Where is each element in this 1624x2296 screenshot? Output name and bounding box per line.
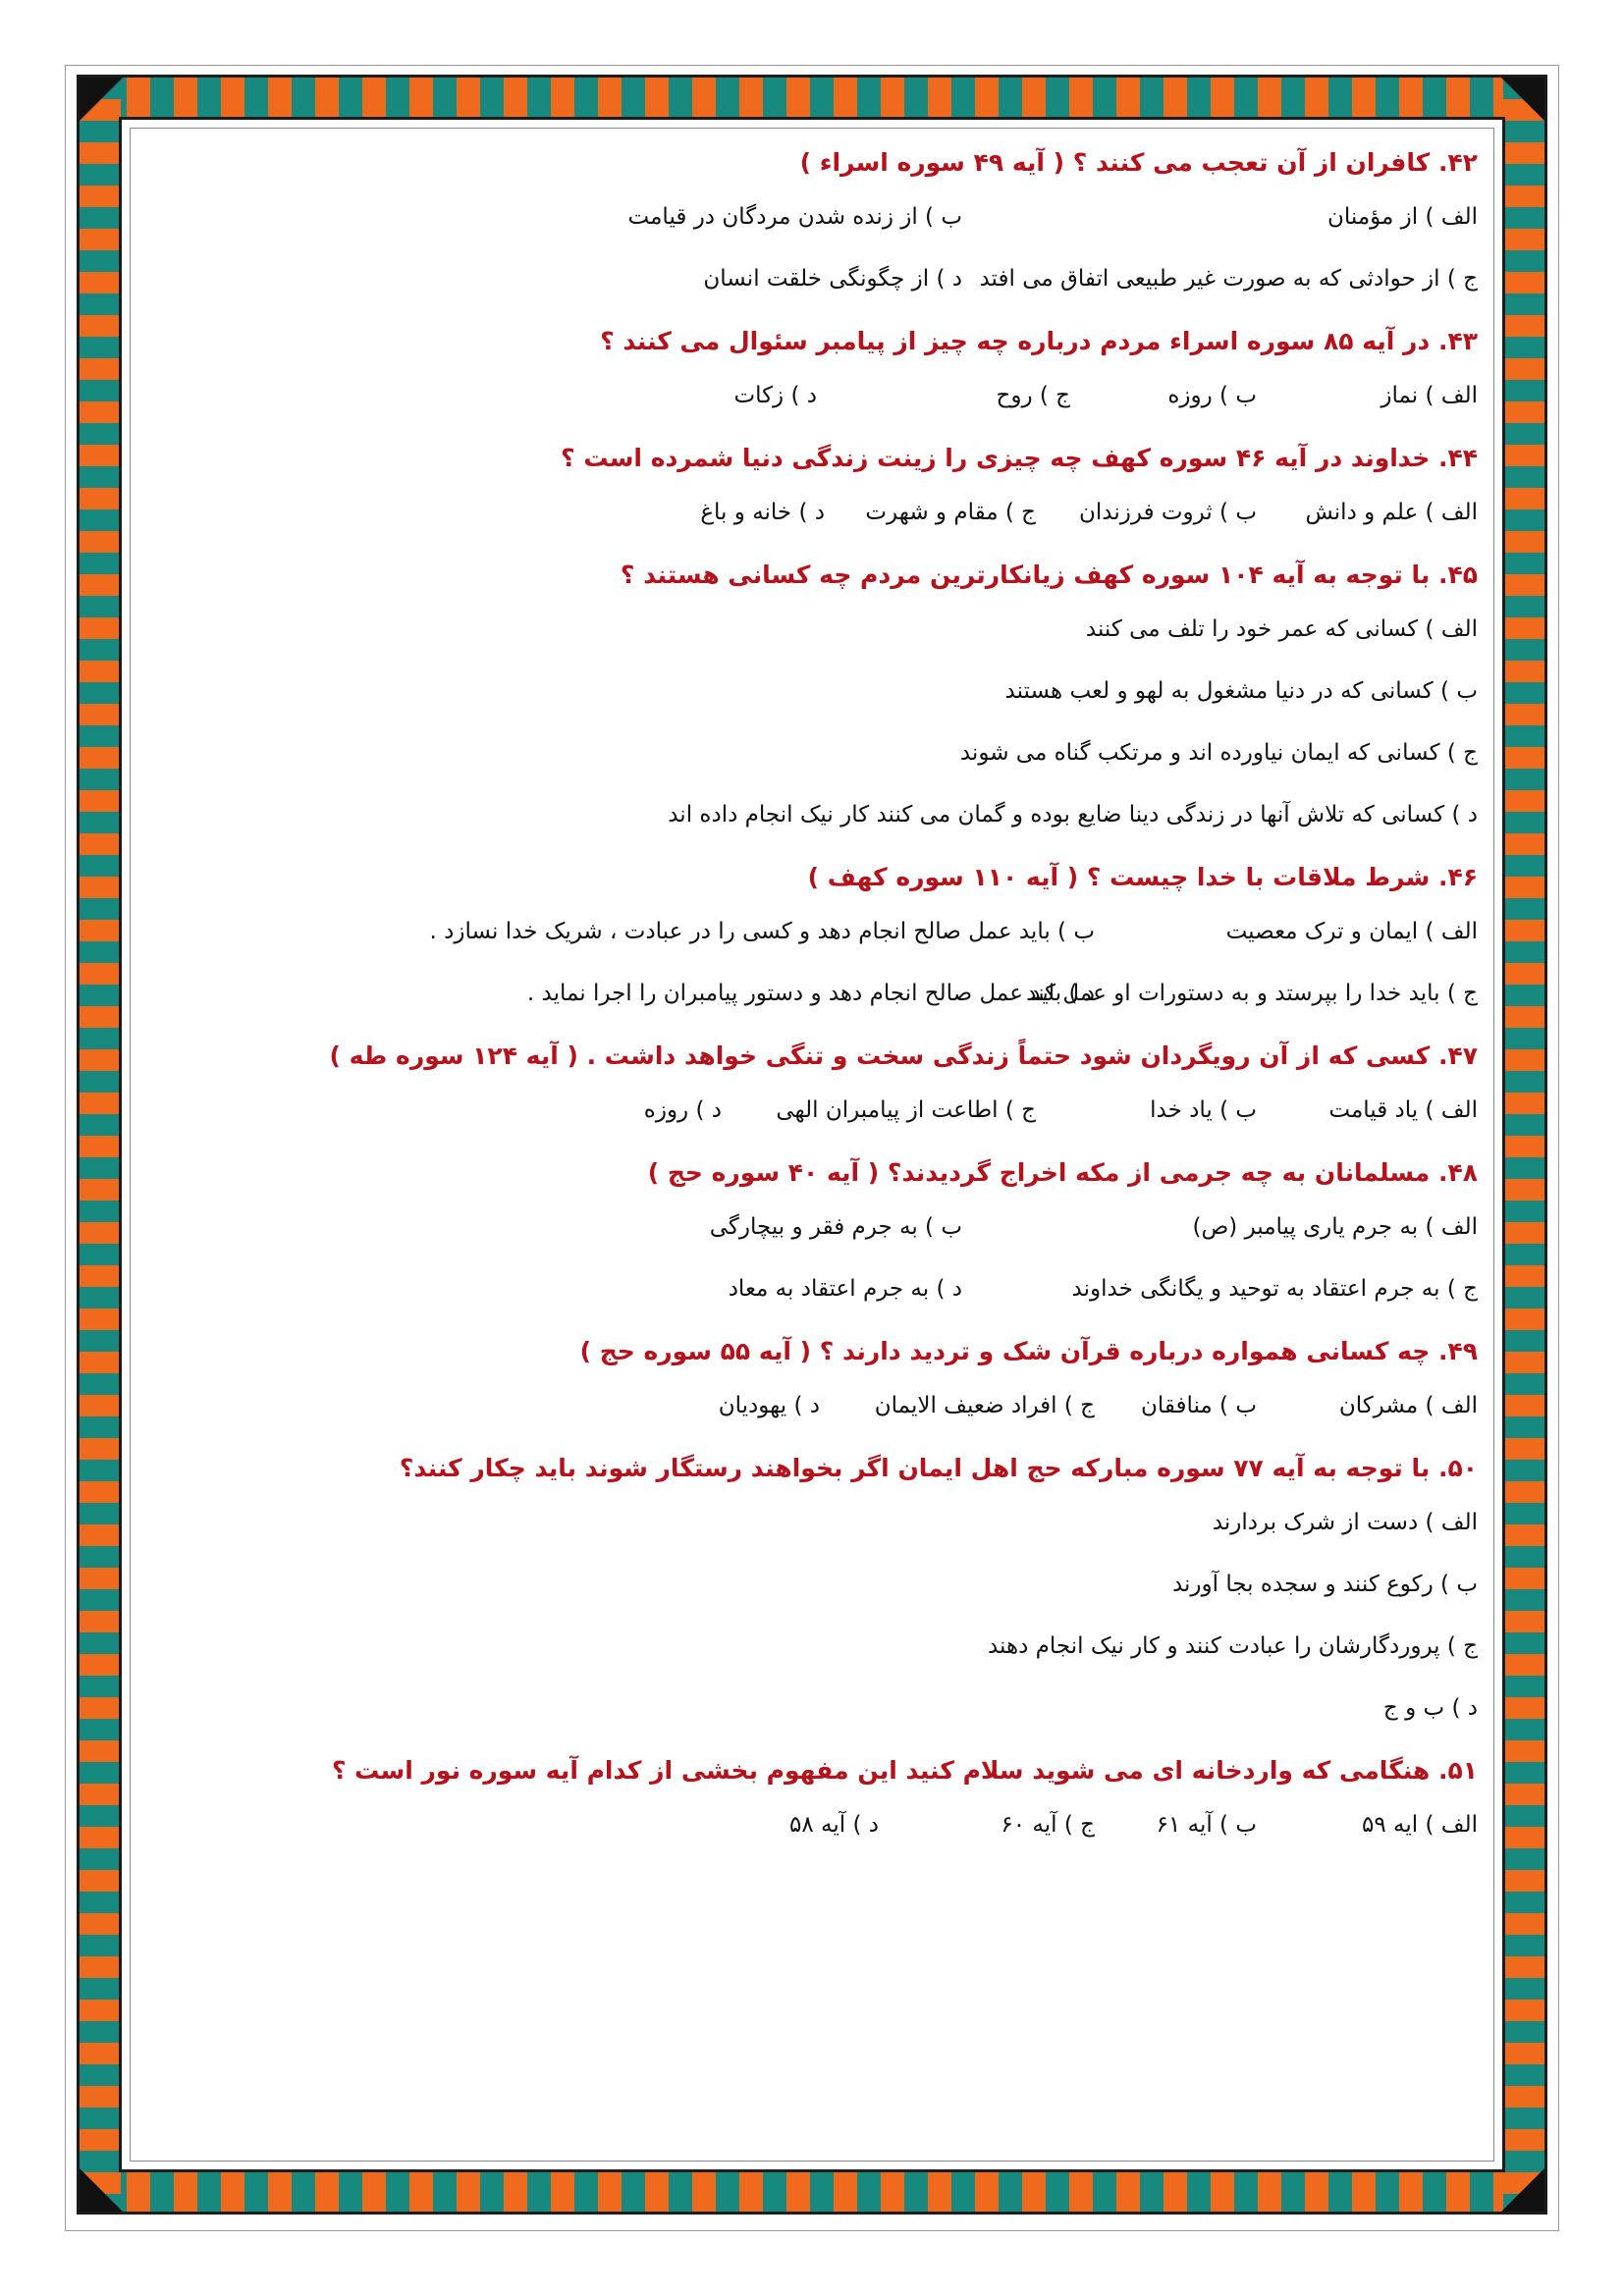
- answer-option: ج ) باید خدا را بپرستد و به دستورات او عمل کند: [1026, 981, 1478, 1006]
- answer-option: ج ) اطاعت از پیامبران الهی: [776, 1097, 1036, 1123]
- answer-option: ج ) روح: [996, 383, 1070, 408]
- question-title: ۴۶. شرط ملاقات با خدا چیست ؟ ( آیه ۱۱۰ سوره کهف ): [807, 863, 1478, 891]
- answer-row: [177, 1375, 1478, 1437]
- answer-row: [177, 1080, 1478, 1142]
- question-title: ۴۵. با توجه به آیه ۱۰۴ سوره کهف زیانکارترین مردم چه کسانی هستند ؟: [620, 561, 1478, 589]
- question-title: ۴۹. چه کسانی همواره درباره قرآن شک و تردید دارند ؟ ( آیه ۵۵ سوره حج ): [579, 1337, 1478, 1365]
- answer-row: [177, 901, 1478, 963]
- answer-option: الف ) به جرم یاری پیامبر (ص): [1192, 1214, 1478, 1240]
- answer-option: د ) یهودیان: [718, 1393, 820, 1418]
- answer-row: [177, 1258, 1478, 1320]
- answer-option: الف ) نماز: [1380, 383, 1478, 408]
- answer-option: د ) زکات: [733, 383, 817, 408]
- answer-option: ج ) افراد ضعیف الایمان: [874, 1393, 1095, 1418]
- answer-row: [177, 482, 1478, 544]
- answer-option: د ) روزه: [643, 1097, 722, 1123]
- answer-option: الف ) مشرکان: [1338, 1393, 1478, 1418]
- answer-option: د ) خانه و باغ: [700, 500, 825, 525]
- answer-option: ب ) به جرم فقر و بیچارگی: [709, 1214, 962, 1240]
- answer-option: ج ) به جرم اعتقاد به توحید و یگانگی خداوند: [1071, 1276, 1478, 1302]
- answer-option: الف ) یاد قیامت: [1328, 1097, 1478, 1123]
- border-left-strip: [80, 78, 121, 2212]
- question-title: ۴۴. خداوند در آیه ۴۶ سوره کهف چه چیزی را زینت زندگی دنیا شمرده است ؟: [561, 444, 1478, 472]
- answer-option: الف ) ایه ۵۹: [1362, 1812, 1478, 1838]
- question-list: [177, 147, 1478, 1856]
- answer-option: ج ) مقام و شهرت: [865, 500, 1036, 525]
- answer-option: الف ) کسانی که عمر خود را تلف می کنند: [1085, 616, 1478, 642]
- answer-option: ب ) باید عمل صالح انجام دهد و کسی را در عبادت ، شریک خدا نسازد .: [429, 919, 1095, 944]
- answer-option: د ) به جرم اعتقاد به معاد: [728, 1276, 962, 1302]
- border-right-strip: [1503, 78, 1544, 2212]
- question-title: ۴۷. کسی که از آن رویگردان شود حتماً زندگی سخت و تنگی خواهد داشت . ( آیه ۱۲۴ سوره طه ): [329, 1041, 1478, 1070]
- answer-option: د ) از چگونگی خلقت انسان: [703, 266, 962, 292]
- answer-row: [177, 1197, 1478, 1258]
- question-title: ۴۲. کافران از آن تعجب می کنند ؟ ( آیه ۴۹ سوره اسراء ): [799, 148, 1478, 177]
- answer-row: [177, 248, 1478, 310]
- answer-option: ج ) آیه ۶۰: [1001, 1812, 1095, 1838]
- answer-row: [177, 365, 1478, 427]
- question-title: ۴۳. در آیه ۸۵ سوره اسراء مردم درباره چه چیز از پیامبر سئوال می کنند ؟: [600, 327, 1478, 355]
- answer-row: [177, 1794, 1478, 1856]
- answer-option: ج ) از حوادثی که به صورت غیر طبیعی اتفاق می افتد: [979, 266, 1478, 292]
- answer-option: د ) آیه ۵۸: [789, 1812, 879, 1838]
- answer-row: [177, 963, 1478, 1025]
- answer-option: ب ) کسانی که در دنیا مشغول به لهو و لعب هستند: [1004, 678, 1478, 704]
- answer-option: ب ) رکوع کنند و سجده بجا آورند: [1171, 1572, 1478, 1597]
- answer-option: د ) باید عمل صالح انجام دهد و دستور پیامبران را اجرا نماید .: [526, 981, 1095, 1006]
- answer-option: ب ) منافقان: [1140, 1393, 1257, 1418]
- answer-option: د ) ب و ج: [1382, 1695, 1478, 1721]
- answer-option: ب ) آیه ۶۱: [1156, 1812, 1257, 1838]
- answer-option: ج ) کسانی که ایمان نیاورده اند و مرتکب گناه می شوند: [959, 740, 1478, 766]
- answer-option: ب ) از زنده شدن مردگان در قیامت: [627, 204, 962, 230]
- answer-option: ج ) پروردگارشان را عبادت کنند و کار نیک انجام دهند: [987, 1633, 1478, 1659]
- answer-option: ب ) یاد خدا: [1150, 1097, 1257, 1123]
- question-title: ۴۸. مسلمانان به چه جرمی از مکه اخراج گردیدند؟ ( آیه ۴۰ سوره حج ): [647, 1158, 1478, 1187]
- answer-row: [177, 187, 1478, 248]
- answer-option: د ) کسانی که تلاش آنها در زندگی دینا ضایع بوده و گمان می کنند کار نیک انجام داده اند: [668, 802, 1478, 828]
- question-title: ۵۱. هنگامی که واردخانه ای می شوید سلام کنید این مفهوم بخشی از کدام آیه سوره نور است ؟: [331, 1756, 1478, 1785]
- answer-option: ب ) ثروت فرزندان: [1079, 500, 1257, 525]
- answer-option: الف ) دست از شرک بردارند: [1212, 1510, 1478, 1535]
- question-title: ۵۰. با توجه به آیه ۷۷ سوره مبارکه حج اهل ایمان اگر بخواهند رستگار شوند باید چکار کنند؟: [399, 1454, 1478, 1482]
- answer-option: الف ) از مؤمنان: [1327, 204, 1478, 230]
- answer-option: الف ) ایمان و ترک معصیت: [1225, 919, 1478, 944]
- answer-option: الف ) علم و دانش: [1305, 500, 1478, 525]
- answer-option: ب ) روزه: [1167, 383, 1257, 408]
